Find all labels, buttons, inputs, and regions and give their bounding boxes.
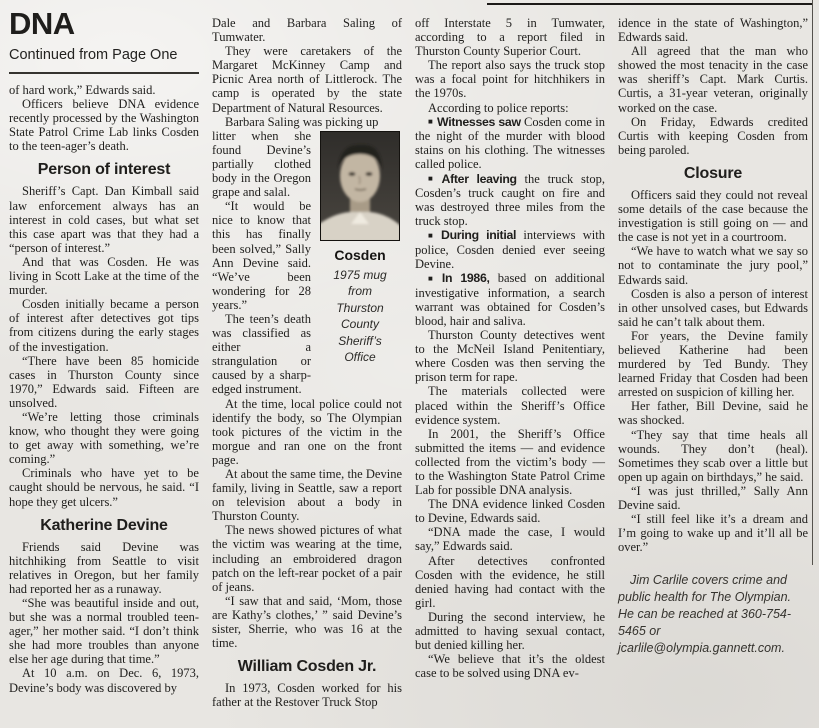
paragraph: Her father, Bill Devine, said he was shocked. bbox=[618, 399, 808, 428]
paragraph: “They say that time heals all wounds. They don’t (heal). Sometimes they scab over a little but open up again on birthdays,” he said. bbox=[618, 427, 808, 484]
caption-credit-line: Sheriff’s bbox=[338, 333, 382, 348]
paragraph: At about the same time, the Devine family, living in Seattle, saw a report on television about a body in Thurston County. bbox=[212, 467, 402, 524]
paragraph: “I still feel like it’s a dream and I’m going to wake up and it’ll all be over.” bbox=[618, 512, 808, 555]
paragraph: Cosden initially became a person of interest after detectives got tips from citizens during the early stages of the investigation. bbox=[9, 297, 199, 354]
column-3 bbox=[415, 6, 605, 709]
caption-credit-line: County bbox=[340, 317, 380, 332]
paragraph: “There have been 85 homicide cases in Thurston County since 1970,” Edwards said. Fifteen are unsolved. bbox=[9, 353, 199, 410]
section-subhead: Katherine Devine bbox=[40, 516, 168, 534]
paragraph: “I was just thrilled,” Sally Ann Devine said. bbox=[618, 483, 808, 512]
paragraph: “I saw that and said, ‘Mom, those are Kathy’s clothes,’ ” said Devine’s sister, Sherrie, who was 16 at the time. bbox=[212, 593, 402, 651]
paragraph: For years, the Devine family believed Katherine had been murdered by Ted Bundy. They learned Friday that Cosden had been arrested on suspicion of killing her. bbox=[618, 328, 808, 400]
bullet-square-icon: ■ bbox=[428, 230, 437, 240]
bullet-lead-text: During initial bbox=[441, 228, 524, 243]
article-title: DNA bbox=[9, 6, 75, 41]
bullet-lead-text: Witnesses saw bbox=[437, 114, 525, 129]
paragraph: of hard work,” Edwards said. bbox=[9, 83, 156, 97]
continued-from-label: Continued from Page One bbox=[9, 47, 178, 63]
mugshot-photo bbox=[320, 131, 400, 241]
paragraph: Cosden is also a person of interest in other unsolved cases, but Edwards said he can’t talk about them. bbox=[618, 286, 808, 329]
bullet-square-icon: ■ bbox=[428, 174, 438, 184]
article-columns bbox=[9, 6, 808, 709]
paragraph: Sheriff’s Capt. Dan Kimball said law enforcement always has an interest in cold cases, but what set this case apart was that they had a “person of interest.” bbox=[9, 184, 199, 255]
bullet-lead-text: After leaving bbox=[441, 171, 525, 186]
paragraph: The news showed pictures of what the victim was wearing at the time, including an embroidered dragon patch on the left-rear pocket of a pair of jeans. bbox=[212, 523, 402, 594]
section-subhead: William Cosden Jr. bbox=[237, 658, 377, 676]
paragraph: Officers said they could not reveal some details of the case because the investigation is still going on — and the case is not yet in a courtroom. bbox=[618, 187, 808, 245]
mugshot-figure bbox=[318, 131, 402, 366]
paragraph: During the second interview, he admitted to having sexual contact, but denied killing her. bbox=[415, 609, 605, 653]
paragraph: In 1973, Cosden worked for his father at the Restover Truck Stop bbox=[212, 681, 402, 710]
paragraph: On Friday, Edwards credited Curtis with keeping Cosden from being paroled. bbox=[618, 114, 808, 157]
bullet-square-icon: ■ bbox=[428, 273, 438, 283]
paragraph: According to police reports: bbox=[428, 100, 569, 115]
bullet-square-icon: ■ bbox=[428, 117, 434, 127]
paragraph: In 2001, the Sheriff’s Office submitted the items — and evidence collected from the victim’s body — to the Washington State Patrol Crime Lab for possible DNA analysis. bbox=[415, 426, 605, 498]
paragraph: At 10 a.m. on Dec. 6, 1973, Devine’s body was discovered by bbox=[9, 666, 199, 695]
paragraph: Barbara Saling was picking up bbox=[225, 114, 379, 129]
paragraph: After detectives confronted Cosden with the evidence, he still denied having had contact with the girl. bbox=[415, 553, 605, 610]
mugshot-caption-credit bbox=[318, 267, 402, 366]
bullet-paragraph: ■ During initial interviews with police, Cosden denied ever seeing Devine. bbox=[415, 228, 605, 272]
caption-credit-line: Thurston bbox=[336, 300, 384, 315]
paragraph: “We’re letting those criminals know, who thought they were going to get away with something, we’re coming.” bbox=[9, 409, 199, 467]
paragraph: The teen’s death was classified as either a strangulation or caused by a sharp-edged instrument. bbox=[212, 311, 311, 397]
bullet-paragraph: ■ Witnesses saw Cosden come in the night of the murder with blood stains on his clothing. The witnesses called police. bbox=[415, 114, 605, 172]
bullet-lead-text: In 1986, bbox=[441, 271, 498, 286]
paragraph: They were caretakers of the Margaret McKinney Camp and Picnic Area north of Littlerock. The camp is operated by the state Department of Natural Resources. bbox=[212, 44, 402, 115]
paragraph: Thurston County detectives went to the McNeil Island Penitentiary, where Cosden was then serving the prison term for rape. bbox=[415, 328, 605, 385]
paragraph: idence in the state of Washington,” Edwards said. bbox=[618, 16, 808, 45]
paragraph: “We believe that it’s the oldest case to be solved using DNA ev- bbox=[415, 652, 605, 681]
caption-credit-line: from bbox=[348, 284, 372, 299]
paragraph: The DNA evidence linked Cosden to Devine, Edwards said. bbox=[415, 497, 605, 526]
paragraph: The materials collected were placed within the Sheriff’s Office evidence system. bbox=[415, 384, 605, 427]
top-edge-rule bbox=[487, 3, 813, 5]
mugshot-caption-name: Cosden bbox=[334, 246, 386, 263]
paragraph: “DNA made the case, I would say,” Edwards said. bbox=[415, 525, 605, 554]
column-4 bbox=[618, 6, 808, 709]
paragraph: Friends said Devine was hitchhiking from Seattle to visit relatives in Oregon, but her family had reported her as a runaway. bbox=[9, 539, 199, 596]
paragraph: litter when she found Devine’s partially clothed body in the Oregon grape and salal. bbox=[212, 128, 311, 200]
column-1 bbox=[9, 6, 199, 709]
reporter-tagline: Jim Carlile covers crime and public health for The Olympian. He can be reached at 360-754-5465 or jcarlile@olympia.gannett.com. bbox=[618, 573, 792, 656]
paragraph: Dale and Barbara Saling of Tumwater. bbox=[212, 16, 402, 45]
mugshot-portrait-graphic bbox=[321, 132, 399, 240]
paragraph: Criminals who have yet to be caught should be nervous, he said. “I hope they get ulcers.” bbox=[9, 466, 199, 509]
paragraph: “It would be nice to know that this has finally been solved,” Sally Ann Devine said. “We’ve been wondering for 28 years.” bbox=[212, 199, 311, 312]
paragraph: off Interstate 5 in Tumwater, according to a report filed in Thurston County Superior Court. bbox=[415, 16, 605, 59]
paragraph: “We have to watch what we say so not to contaminate the jury pool,” Edwards said. bbox=[618, 244, 808, 287]
section-subhead: Closure bbox=[683, 164, 743, 182]
paragraph: Officers believe DNA evidence recently processed by the Washington State Patrol Crime Lab links Cosden to the teen-ager’s death. bbox=[9, 97, 199, 154]
paragraph: All agreed that the man who showed the most tenacity in the case was sheriff’s Capt. Mark Curtis. Curtis, a 31-year veteran, originally worked on the case. bbox=[618, 44, 808, 115]
caption-credit-line: Office bbox=[344, 350, 376, 365]
bullet-paragraph: ■ After leaving the truck stop, Cosden’s truck caught on fire and was destroyed three miles from the truck stop. bbox=[415, 171, 605, 229]
paragraph: And that was Cosden. He was living in Scott Lake at the time of the murder. bbox=[9, 254, 199, 298]
paragraph: At the time, local police could not identify the body, so The Olympian took pictures of the victim in the morgue and ran one on the front page. bbox=[212, 396, 402, 467]
column-2 bbox=[212, 6, 402, 709]
caption-credit-line: 1975 mug bbox=[333, 267, 387, 282]
paragraph: The report also says the truck stop was a focal point for hitchhikers in the 1970s. bbox=[415, 58, 605, 101]
bullet-paragraph: ■ In 1986, based on additional investigative information, a search warrant was obtained for Cosden’s blood, hair and saliva. bbox=[415, 271, 605, 328]
article-masthead bbox=[9, 8, 199, 74]
right-column-divider bbox=[812, 0, 813, 565]
section-subhead: Person of interest bbox=[37, 161, 171, 179]
paragraph: “She was beautiful inside and out, but she was a normal troubled teen-ager,” her mother said. “I don’t think she had more troubles than anyone else her age during that time.” bbox=[9, 596, 199, 667]
